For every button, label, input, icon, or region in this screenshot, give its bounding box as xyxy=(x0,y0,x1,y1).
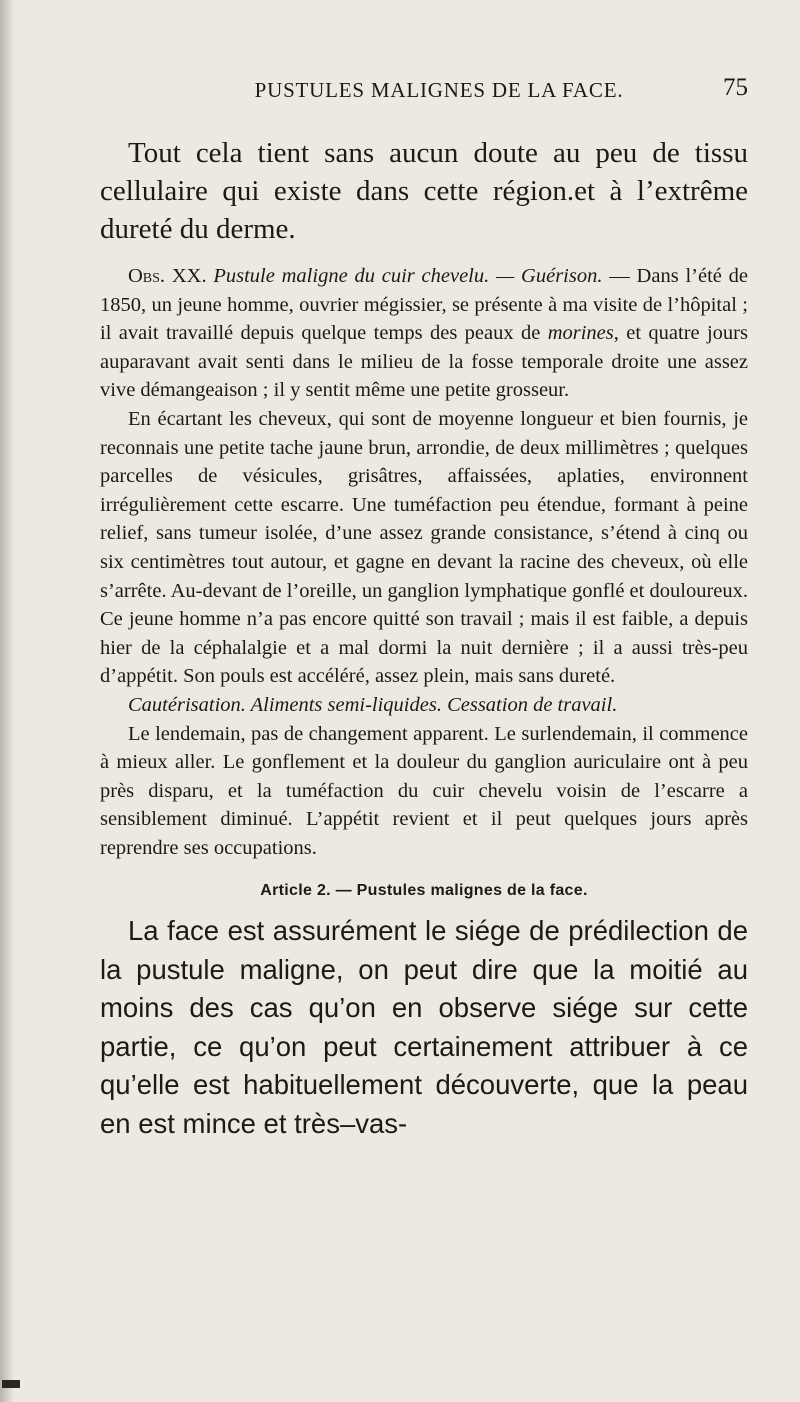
observation-paragraph-1 xyxy=(100,262,748,405)
observation-block xyxy=(100,262,748,862)
article-heading: Article 2. — Pustules malignes de la face. xyxy=(260,882,588,900)
treatment-text: Cautérisation. Aliments semi-liquides. Cessation de travail. xyxy=(128,693,618,716)
page-edge-shadow xyxy=(0,0,14,1402)
running-head xyxy=(100,70,748,110)
lead-paragraph: Tout cela tient sans aucun doute au peu de tissu cellulaire qui existe dans cette région.et à l’extrême dureté du derme. xyxy=(100,137,748,245)
treatment-line xyxy=(100,691,748,720)
observation-paragraph-2: En écartant les cheveux, qui sont de moyenne longueur et bien fournis, je reconnais une petite tache jaune brun, arrondie, de deux millimètres ; quelques parcelles de vésicules, grisâtres, affaissées, aplaties, environnent irrégulièrement cette escarre. Une tuméfaction peu étendue, formant à peine relief, sans tumeur isolée, d’une assez grande consistance, s’étend à cinq ou six centimètres tout autour, et gagne en devant la racine des cheveux, où elle s’arrête. Au-devant de l’oreille, un ganglion lymphatique gonflé et douloureux. Ce jeune homme n’a pas encore quitté son travail ; mais il est faible, a depuis hier de la céphalalgie et a mal dormi la nuit dernière ; il a aussi très-peu d’appétit. Son pouls est accéléré, assez plein, mais sans dureté. xyxy=(100,407,748,688)
page-edge-mark xyxy=(2,1380,20,1388)
article-paragraph: La face est assurément le siége de prédilection de la pustule maligne, on peut dire que la moitié au moins des cas qu’on en observe siége sur cette partie, ce qu’on peut certainement attribuer à ce qu’elle est habituellement découverte, que la peau en est mince et très–vas- xyxy=(100,915,748,1139)
book-page xyxy=(100,70,748,1143)
page-number: 75 xyxy=(723,74,748,101)
observation-text-1: — Dans l’été de 1850, un jeune homme, ouvrier mégissier, se présente à ma visite de l’hôpital ; il avait travaillé depuis quelque temps des peaux de xyxy=(100,265,748,345)
observation-label: Obs. XX. xyxy=(128,265,207,287)
observation-title: Pustule maligne du cuir chevelu. — Guérison. xyxy=(213,265,603,287)
morines-term: morines xyxy=(547,322,614,345)
observation-paragraph-3: Le lendemain, pas de changement apparent. Le surlendemain, il commence à mieux aller. Le gonflement et la douleur du ganglion auriculaire ont à peu près disparu, et la tuméfaction du cuir chevelu voisin de l’escarre a sensiblement diminué. L’appétit revient et il peut quelques jours après reprendre ses occupations. xyxy=(100,722,748,859)
observation-text-1-end: , et quatre jours auparavant avait senti dans le milieu de la fosse temporale droite une assez vive démangeaison ; il y sentit même une petite grosseur. xyxy=(100,322,748,402)
running-title: PUSTULES MALIGNES DE LA FACE. xyxy=(254,78,624,102)
